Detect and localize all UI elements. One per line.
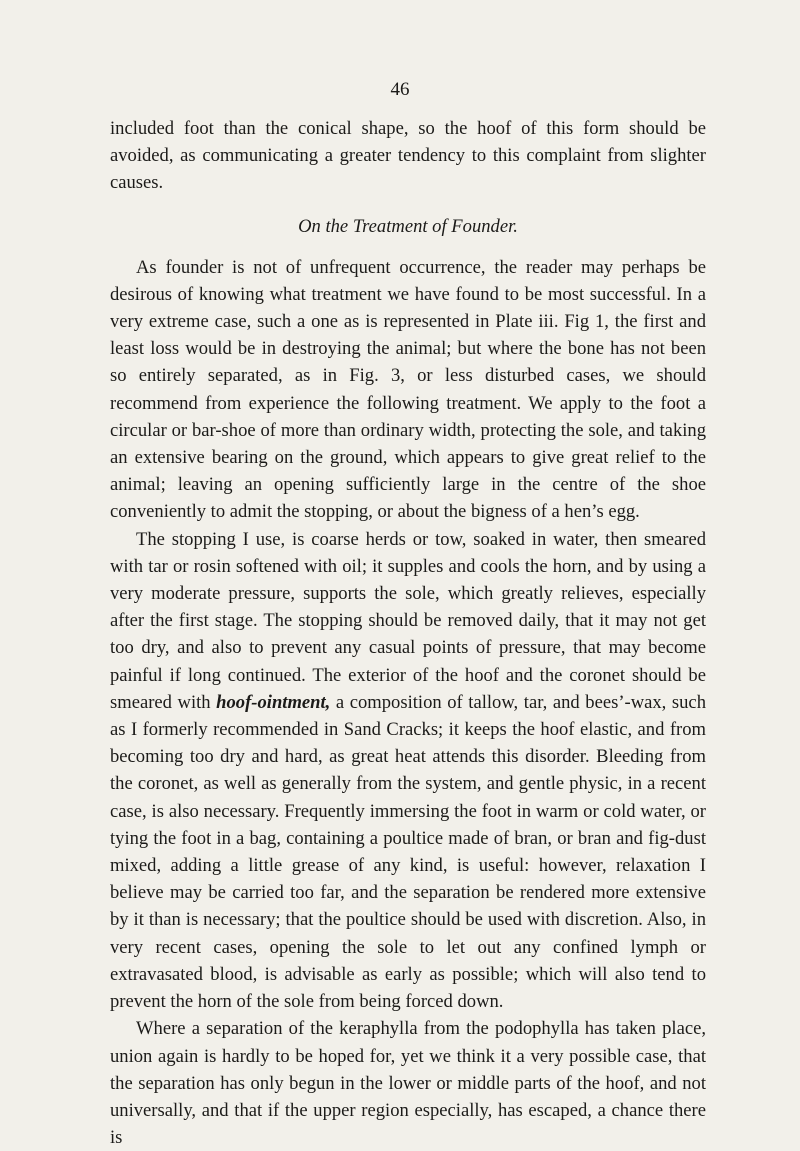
paragraph-founder-treatment: As founder is not of unfrequent occurrence, the reader may perhaps be desirous of knowing what treatment we have found to be most successful. In a very extreme case, such a one as is represented in Plate iii. Fig 1, the first and least loss would be in destroying the animal; but where the bone has not been so entirely separated, as in Fig. 3, or less disturbed cases, we should recommend from experience the following treatment. We apply to the foot a circular or bar-shoe of more than ordinary width, protecting the sole, and taking an extensive bearing on the ground, which appears to give great relief to the animal; leaving an opening sufficiently large in the centre of the shoe conveniently to admit the stopping, or about the bigness of a hen’s egg. <box>110 256 706 523</box>
continuation-paragraph: included foot than the conical shape, so the hoof of this form should be avoided, as communicating a greater tendency to this complaint from slighter causes. <box>110 118 706 194</box>
paragraph-separation: Where a separation of the keraphylla from the podophylla has taken place, union again is hardly to be hoped for, yet we think it a very possible case, that the separation has only begun in the lower or middle parts of the hoof, and not universally, and that if the upper region especially, has escaped, a chance there is <box>110 1018 706 1149</box>
paragraph-stopping <box>110 526 706 1016</box>
section-heading: On the Treatment of Founder. <box>298 215 518 237</box>
paragraph-stopping-end: a composition of tallow, tar, and bees’-wax, such as I formerly recommended in Sand Cracks; it keeps the hoof elastic, and from becoming too dry and hard, as great heat attends this disorder. Bleeding from the coronet, as well as generally from the system, and gentle physic, in a recent case, is also necessary. Frequently immersing the foot in warm or cold water, or tying the foot in a bag, containing a poultice made of bran, or bran and fig-dust mixed, adding a little grease of any kind, is useful: however, relaxation I believe may be carried too far, and the separation be rendered more extensive by it than is necessary; that the poultice should be used with discretion. Also, in very recent cases, opening the sole to let out any confined lymph or extravasated blood, is advisable as early as possible; which will also tend to prevent the horn of the sole from being forced down. <box>110 691 706 1013</box>
hoof-ointment-emphasis: hoof-ointment, <box>216 691 331 713</box>
body-text <box>110 115 706 1151</box>
paragraph-stopping-start: The stopping I use, is coarse herds or tow, soaked in water, then smeared with tar or rosin softened with oil; it supples and cools the horn, and by using a very moderate pressure, supports the sole, which greatly relieves, especially after the first stage. The stopping should be removed daily, that it may not get too dry, and also to prevent any casual points of pressure, that may become painful if long continued. The exterior of the hoof and the coronet should be smeared with <box>110 528 706 713</box>
page-number: 46 <box>390 79 410 100</box>
